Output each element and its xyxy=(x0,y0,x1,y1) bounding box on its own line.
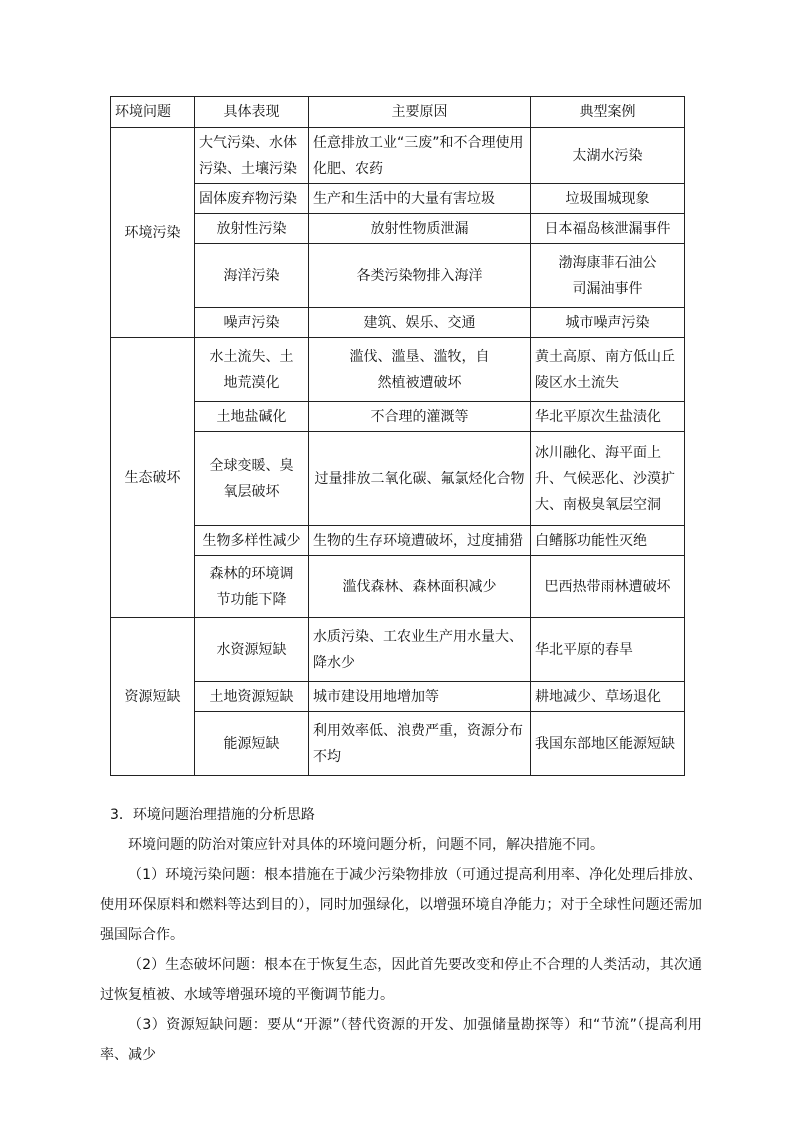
case-cell: 巴西热带雨林遭破坏 xyxy=(531,556,685,618)
category-pollution: 环境污染 xyxy=(111,128,195,338)
case-cell: 黄土高原、南方低山丘陵区水土流失 xyxy=(531,338,685,402)
header-cause: 主要原因 xyxy=(309,97,531,128)
cause-cell: 各类污染物排入海洋 xyxy=(309,244,531,308)
resources-paragraph: （3）资源短缺问题：要从“开源”（替代资源的开发、加强储量勘探等）和“节流”（提高利用率、减少 xyxy=(100,1017,702,1063)
manifestation-cell: 森林的环境调节功能下降 xyxy=(195,556,309,618)
case-cell: 耕地减少、草场退化 xyxy=(531,682,685,712)
table-row xyxy=(111,526,685,556)
table-row xyxy=(111,618,685,682)
analysis-section xyxy=(100,800,702,1070)
environment-problems-table xyxy=(110,96,685,776)
cause-cell: 生物的生存环境遭破坏，过度捕猎 xyxy=(309,526,531,556)
cause-cell: 滥伐森林、森林面积减少 xyxy=(309,556,531,618)
table-row xyxy=(111,244,685,308)
header-manifestation: 具体表现 xyxy=(195,97,309,128)
manifestation-cell: 噪声污染 xyxy=(195,308,309,338)
table-row xyxy=(111,432,685,526)
manifestation-cell: 能源短缺 xyxy=(195,712,309,776)
case-cell: 白鳍豚功能性灭绝 xyxy=(531,526,685,556)
manifestation-cell: 固体废弃物污染 xyxy=(195,184,309,214)
ecology-paragraph: （2）生态破坏问题：根本在于恢复生态，因此首先要改变和停止不合理的人类活动，其次通过恢复植被、水域等增强环境的平衡调节能力。 xyxy=(100,957,702,1003)
case-cell: 垃圾围城现象 xyxy=(531,184,685,214)
case-cell: 日本福岛核泄漏事件 xyxy=(531,214,685,244)
cause-cell: 放射性物质泄漏 xyxy=(309,214,531,244)
cause-cell: 利用效率低、浪费严重，资源分布不均 xyxy=(309,712,531,776)
manifestation-cell: 海洋污染 xyxy=(195,244,309,308)
manifestation-cell: 水土流失、土地荒漠化 xyxy=(195,338,309,402)
cause-cell: 任意排放工业“三废”和不合理使用化肥、农药 xyxy=(309,128,531,184)
table-row xyxy=(111,128,685,184)
cause-cell: 生产和生活中的大量有害垃圾 xyxy=(309,184,531,214)
table-header-row xyxy=(111,97,685,128)
case-cell: 太湖水污染 xyxy=(531,128,685,184)
cause-cell: 滥伐、滥垦、滥牧，自然植被遭破坏 xyxy=(309,338,531,402)
header-problem: 环境问题 xyxy=(111,97,195,128)
cause-cell: 城市建设用地增加等 xyxy=(309,682,531,712)
header-case: 典型案例 xyxy=(531,97,685,128)
manifestation-cell: 水资源短缺 xyxy=(195,618,309,682)
table-row xyxy=(111,214,685,244)
case-cell: 冰川融化、海平面上升、气候恶化、沙漠扩大、南极臭氧层空洞 xyxy=(531,432,685,526)
manifestation-cell: 大气污染、水体污染、土壤污染 xyxy=(195,128,309,184)
cause-cell: 水质污染、工农业生产用水量大、降水少 xyxy=(309,618,531,682)
cause-cell: 过量排放二氧化碳、氟氯烃化合物 xyxy=(309,432,531,526)
manifestation-cell: 放射性污染 xyxy=(195,214,309,244)
case-cell: 城市噪声污染 xyxy=(531,308,685,338)
pollution-paragraph: （1）环境污染问题：根本措施在于减少污染物排放（可通过提高利用率、净化处理后排放、使用环保原料和燃料等达到目的），同时加强绿化，以增强环境自净能力；对于全球性问题还需加强国际合作。 xyxy=(100,867,702,943)
category-ecology: 生态破坏 xyxy=(111,338,195,618)
table-row xyxy=(111,682,685,712)
cause-cell: 建筑、娱乐、交通 xyxy=(309,308,531,338)
table-row xyxy=(111,712,685,776)
table-row xyxy=(111,556,685,618)
cause-cell: 不合理的灌溉等 xyxy=(309,402,531,432)
section-heading: 3．环境问题治理措施的分析思路 xyxy=(110,807,315,823)
manifestation-cell: 生物多样性减少 xyxy=(195,526,309,556)
table-row xyxy=(111,184,685,214)
manifestation-cell: 土地盐碱化 xyxy=(195,402,309,432)
intro-paragraph: 环境问题的防治对策应针对具体的环境问题分析，问题不同，解决措施不同。 xyxy=(128,837,604,853)
manifestation-cell: 全球变暖、臭氧层破坏 xyxy=(195,432,309,526)
case-cell: 渤海康菲石油公司漏油事件 xyxy=(531,244,685,308)
case-cell: 华北平原次生盐渍化 xyxy=(531,402,685,432)
table-row xyxy=(111,402,685,432)
table-row xyxy=(111,308,685,338)
table-row xyxy=(111,338,685,402)
manifestation-cell: 土地资源短缺 xyxy=(195,682,309,712)
category-resources: 资源短缺 xyxy=(111,618,195,776)
case-cell: 华北平原的春旱 xyxy=(531,618,685,682)
case-cell: 我国东部地区能源短缺 xyxy=(531,712,685,776)
